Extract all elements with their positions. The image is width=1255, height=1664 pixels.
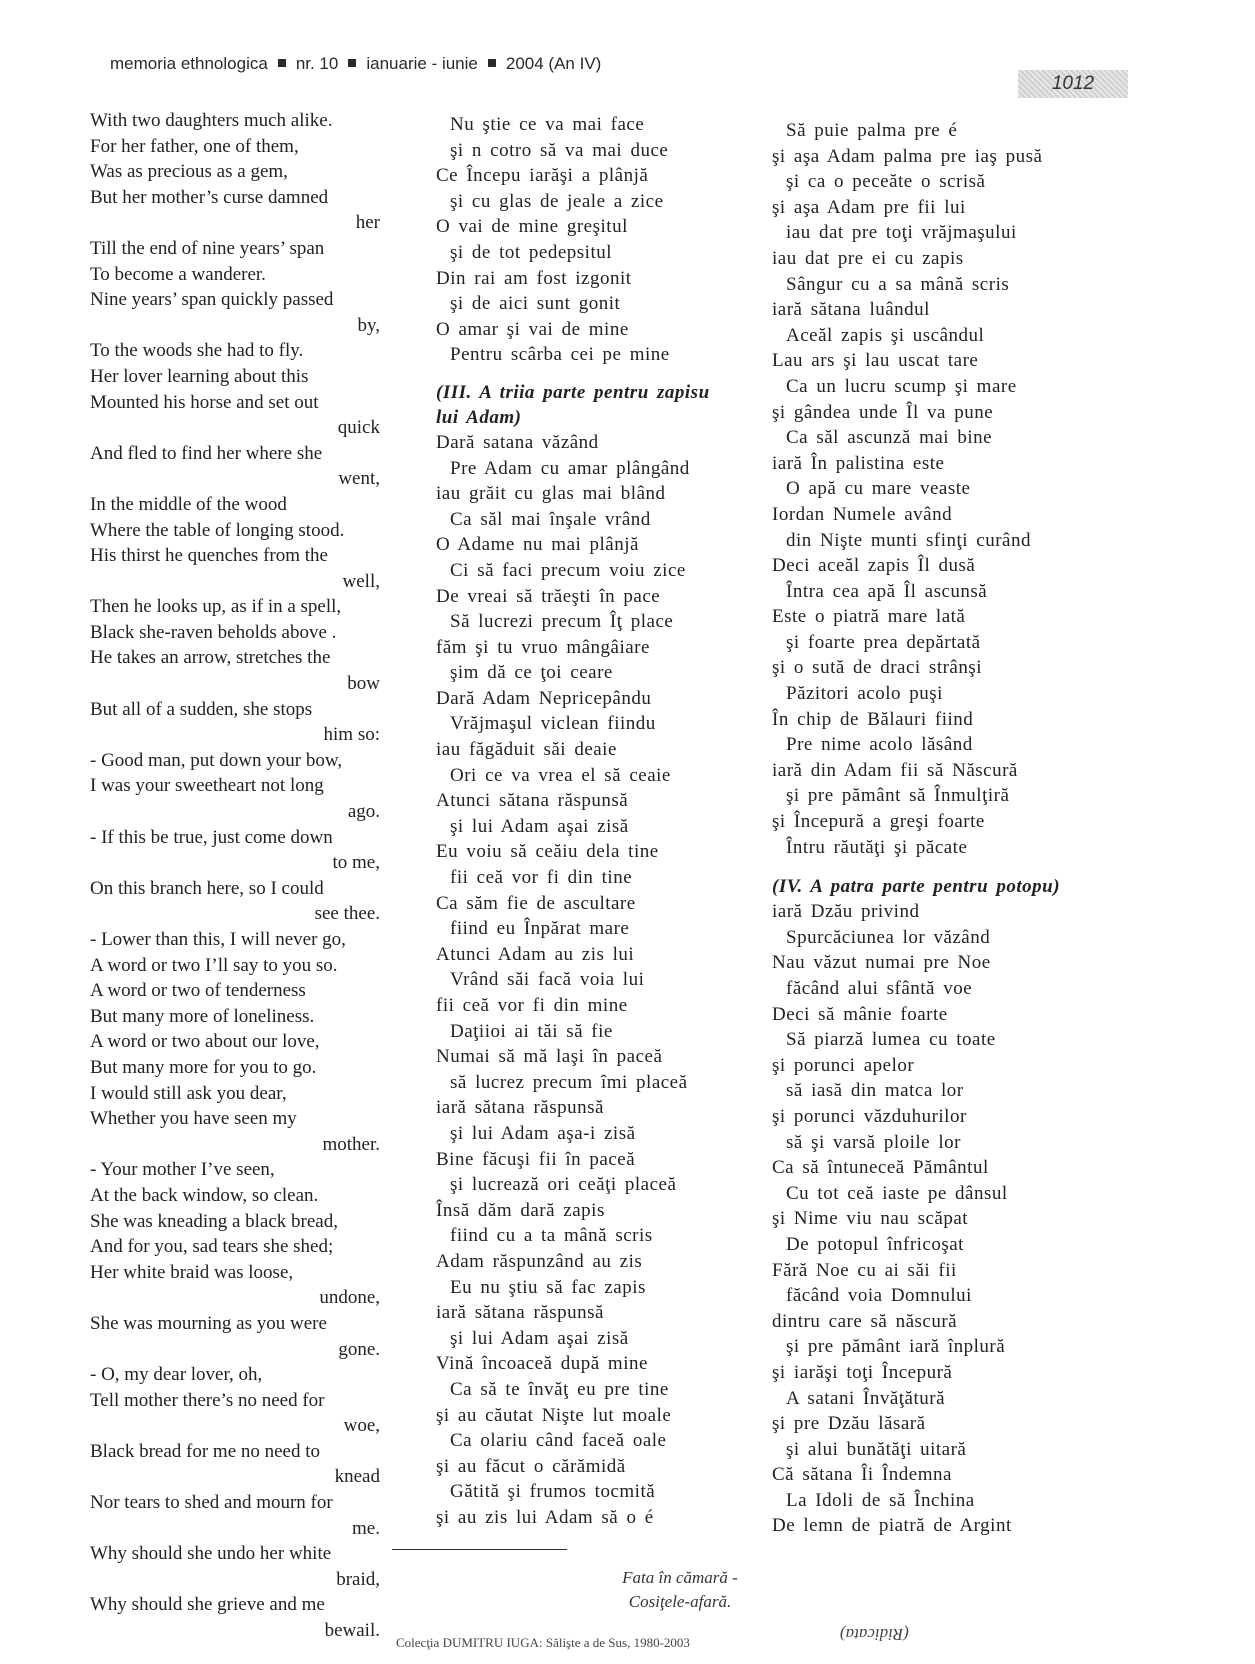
verse-line: But all of a sudden, she stops <box>90 698 313 720</box>
verse-line: Eu nu ştiu să fac zapis <box>450 1276 646 1298</box>
verse-line: Ca săl ascunză mai bine <box>786 427 993 449</box>
verse-block-part-two-ending <box>436 112 736 368</box>
verse-line: dintru care să născură <box>772 1310 958 1332</box>
verse-line: şi ca o peceăte o scrisă <box>786 171 986 193</box>
verse-line: Este o piatră mare lată <box>772 606 966 628</box>
verse-line: iară În palistina este <box>772 452 945 474</box>
footnote-caption <box>560 1566 800 1614</box>
verse-line: Aceăl zapis şi uscândul <box>786 324 985 346</box>
verse-line: In the middle of the wood <box>90 493 287 515</box>
running-header <box>110 54 601 74</box>
verse-line: şi aşa Adam palma pre iaş pusă <box>772 145 1043 167</box>
verse-line: Ca săm fie de ascultare <box>436 892 636 914</box>
verse-line: Bine făcuşi fii în paceă <box>436 1148 636 1170</box>
verse-line: O amar şi vai de mine <box>436 318 629 340</box>
issue-period: ianuarie - iunie <box>366 54 478 73</box>
verse-line: mother. <box>322 1133 380 1155</box>
verse-line: iau grăit cu glas mai blând <box>436 483 666 505</box>
verse-line: şim dă ce ţoi ceare <box>450 662 613 684</box>
verse-line: For her father, one of them, <box>90 135 299 157</box>
verse-line: Why should she undo her white <box>90 1543 332 1565</box>
separator-square-icon <box>488 59 496 67</box>
caption-line: Cosiţele-afară. <box>628 1592 732 1611</box>
verse-line: bewail. <box>324 1620 380 1642</box>
verse-line: A word or two about our love, <box>90 1031 320 1053</box>
verse-line: iară sătana răspunsă <box>436 1302 604 1324</box>
verse-line: şi alui bunătăţi uitară <box>786 1438 967 1460</box>
verse-line: Deci aceăl zapis Îl dusă <box>772 555 976 577</box>
verse-line: Vrăjmaşul viclean fiindu <box>450 713 656 735</box>
verse-line: Cu tot ceă iaste pe dânsul <box>786 1182 1008 1204</box>
verse-line: - Good man, put down your bow, <box>90 749 343 771</box>
verse-line: Nine years’ span quickly passed <box>90 289 334 311</box>
verse-line: Adam răspunzând au zis <box>436 1250 643 1272</box>
verse-line: şi porunci apelor <box>772 1054 915 1076</box>
verse-line: Nor tears to shed and mourn for <box>90 1492 333 1514</box>
verse-line: His thirst he quenches from the <box>90 545 328 567</box>
verse-line: şi foarte prea depărtată <box>786 631 981 653</box>
verse-line: De vreai să trăeşti în pace <box>436 585 661 607</box>
verse-line: şi aşa Adam pre fii lui <box>772 196 966 218</box>
verse-line: Din rai am fost izgonit <box>436 267 632 289</box>
verse-line: şi cu glas de jeale a zice <box>450 190 664 212</box>
verse-line: De lemn de piatră de Argint <box>772 1515 1012 1537</box>
verse-line: din Nişte munti sfinţi curând <box>786 529 1031 551</box>
verse-line: Ca un lucru scump şi mare <box>786 375 1017 397</box>
verse-block-part-three-ending <box>772 118 1132 860</box>
verse-line: iară din Adam fii să Născură <box>772 759 1018 781</box>
page-number: 1012 <box>1018 70 1128 98</box>
separator-square-icon <box>348 59 356 67</box>
verse-line: O vai de mine greşitul <box>436 216 628 238</box>
verse-line: şi o sută de draci strânşi <box>772 657 983 679</box>
verse-block-part-four <box>772 899 1132 1539</box>
verse-line: şi de aici sunt gonit <box>450 293 621 315</box>
collection-credit: Colecţia DUMITRU IUGA: Sălişte a de Sus, 1980-2003 <box>396 1635 690 1650</box>
verse-line: şi au făcut o cărămidă <box>436 1455 626 1477</box>
verse-line: şi iarăşi toţi Începură <box>772 1361 953 1383</box>
verse-line: Iordan Numele având <box>772 503 953 525</box>
verse-line: făm şi tu vruo mângâiare <box>436 636 650 658</box>
verse-line: gone. <box>338 1338 380 1360</box>
verse-line: Her lover learning about this <box>90 365 309 387</box>
verse-line: woe, <box>343 1415 380 1437</box>
verse-line: Tell mother there’s no need for <box>90 1389 325 1411</box>
verse-line: făcând alui sfântă voe <box>786 978 973 999</box>
verse-line: Pentru scârba cei pe mine <box>450 344 670 366</box>
verse-line: To become a wanderer. <box>90 263 266 285</box>
verse-line: şi pre pământ iară înplură <box>786 1336 1006 1358</box>
column-romanian-poem-middle <box>436 112 736 1530</box>
verse-line: And fled to find her where she <box>90 442 323 464</box>
verse-line: şi lui Adam aşai zisă <box>450 1327 629 1349</box>
verse-line: Ce Începu iarăşi a plânjă <box>436 165 649 187</box>
verse-line: Întra cea apă Îl ascunsă <box>786 580 988 602</box>
verse-line: Whether you have seen my <box>90 1108 297 1130</box>
verse-line: Dară satana văzând <box>436 431 599 453</box>
verse-line: me. <box>352 1517 380 1539</box>
verse-line: De potopul înfricoşat <box>786 1233 964 1255</box>
verse-line: şi de tot pedepsitul <box>450 241 613 263</box>
verse-line: Then he looks up, as if in a spell, <box>90 596 342 618</box>
verse-line: Pre Adam cu amar plângând <box>450 457 690 479</box>
verse-line: Ca olariu când faceă oale <box>450 1430 667 1452</box>
verse-line: see thee. <box>314 903 380 925</box>
section-heading-part-four: (IV. A patra parte pentru potopu) <box>772 876 1061 898</box>
verse-line: şi pre pământ să Înmulţiră <box>786 785 1010 807</box>
column-romanian-poem-right <box>772 118 1132 1539</box>
issue-number: nr. 10 <box>295 54 339 73</box>
verse-line: bow <box>347 673 380 695</box>
verse-line: Păzitori acolo puşi <box>786 683 943 705</box>
verse-line: quick <box>337 417 380 439</box>
verse-block-part-three <box>436 430 736 1531</box>
verse-line: Întru răutăţi şi păcate <box>786 836 968 858</box>
verse-line: him so: <box>323 724 380 746</box>
verse-line: to me, <box>332 852 380 874</box>
caption-line: Fata în cămară - <box>622 1568 738 1587</box>
verse-line: şi lui Adam aşa-i zisă <box>450 1122 636 1144</box>
verse-line: iau dat pre ei cu zapis <box>772 247 964 269</box>
verse-line: I was your sweetheart not long <box>90 775 324 797</box>
verse-line: But many more of loneliness. <box>90 1005 315 1027</box>
verse-line: iau făgăduit săi deaie <box>436 739 617 761</box>
verse-line: I would still ask you dear, <box>90 1082 287 1104</box>
verse-line: Dară Adam Nepricepându <box>436 687 652 709</box>
verse-line: A word or two of tenderness <box>90 980 306 1002</box>
verse-line: fiind cu a ta mână scris <box>450 1225 653 1247</box>
verse-line: şi pre Dzău lăsară <box>772 1413 926 1435</box>
verse-line: să şi varsă ploile lor <box>786 1131 961 1153</box>
verse-line: Mounted his horse and set out <box>90 391 319 413</box>
verse-line: şi Începură a greşi foarte <box>772 811 985 833</box>
verse-line: A satani Învăţătură <box>786 1387 946 1409</box>
verse-line: Atunci Adam au zis lui <box>436 943 635 965</box>
verse-line: by, <box>357 314 380 336</box>
verse-line: O Adame nu mai plânjă <box>436 534 639 556</box>
verse-line: ago. <box>347 801 380 823</box>
verse-line: Her white braid was loose, <box>90 1261 294 1283</box>
verse-line: Daţiioi ai tăi să fie <box>450 1020 613 1042</box>
verse-line: her <box>355 212 380 234</box>
verse-line: Să puie palma pre é <box>786 120 958 141</box>
verse-line: Lau ars şi lau uscat tare <box>772 350 979 372</box>
verse-line: Vrând săi facă voia lui <box>450 969 645 991</box>
verse-line: knead <box>334 1466 380 1488</box>
verse-line: braid, <box>336 1568 380 1590</box>
verse-line: But many more for you to go. <box>90 1056 317 1078</box>
verse-line: La Idoli de să Închina <box>786 1489 975 1511</box>
verse-line: Să lucrezi precum Îţ place <box>450 611 674 633</box>
verse-line: With two daughters much alike. <box>90 110 333 131</box>
verse-line: fiind eu Înpărat mare <box>450 918 630 940</box>
verse-line: - Lower than this, I will never go, <box>90 929 346 950</box>
verse-line: - O, my dear lover, oh, <box>90 1364 263 1386</box>
verse-line: să iasă din matca lor <box>786 1080 964 1102</box>
verse-line: Ci să faci precum voiu zice <box>450 559 686 581</box>
verse-line: iau dat pre toţi vrăjmaşului <box>786 222 1017 244</box>
verse-line: Ca săl mai înşale vrând <box>450 508 651 530</box>
verse-line: At the back window, so clean. <box>90 1184 319 1206</box>
section-heading-part-three: (III. A triia parte pentru zapisu lui Adam) <box>436 381 710 428</box>
verse-line: să lucrez precum îmi placeă <box>450 1071 688 1093</box>
verse-line: făcând voia Domnului <box>786 1285 972 1307</box>
verse-line: well, <box>342 570 380 592</box>
verse-line: fii ceă vor fi din tine <box>450 867 633 889</box>
verse-line: Să piarză lumea cu toate <box>786 1029 996 1051</box>
separator-square-icon <box>278 59 286 67</box>
verse-line: - Your mother I’ve seen, <box>90 1159 275 1181</box>
verse-line: Pre nime acolo lăsând <box>786 734 973 756</box>
verse-line: Gătită şi frumos tocmită <box>450 1481 656 1503</box>
verse-line: Where the table of longing stood. <box>90 519 345 541</box>
verse-line: Black she-raven beholds above . <box>90 621 337 643</box>
verse-line: Ca să întuneceă Pământul <box>772 1157 989 1179</box>
verse-line: went, <box>338 468 380 490</box>
footnote-divider <box>392 1549 567 1550</box>
verse-line: Black bread for me no need to <box>90 1440 321 1462</box>
verse-line: Till the end of nine years’ span <box>90 237 325 259</box>
verse-line: Was as precious as a gem, <box>90 161 288 183</box>
verse-line: Spurcăciunea lor văzând <box>786 926 991 948</box>
verse-line: şi Nime viu nau scăpat <box>772 1208 969 1230</box>
verse-line: Că sătana Îi Îndemna <box>772 1464 952 1486</box>
verse-line: He takes an arrow, stretches the <box>90 647 331 669</box>
verse-line: On this branch here, so I could <box>90 877 324 899</box>
verse-line: Why should she grieve and me <box>90 1594 325 1616</box>
verse-line: iară Dzău privind <box>772 901 920 923</box>
verse-line: şi au zis lui Adam să o é <box>436 1506 654 1528</box>
verse-line: She was mourning as you were <box>90 1312 327 1334</box>
verse-line: undone, <box>319 1287 380 1309</box>
verse-line: Eu voiu să ceăiu dela tine <box>436 841 659 863</box>
verse-line: She was kneading a black bread, <box>90 1210 338 1232</box>
verse-line: But her mother’s curse damned <box>90 186 329 208</box>
verse-line: şi n cotro să va mai duce <box>450 139 669 161</box>
verse-line: To the woods she had to fly. <box>90 340 304 362</box>
verse-line: A word or two I’ll say to you so. <box>90 954 338 976</box>
verse-line: iară sătana luândul <box>772 299 930 321</box>
verse-line: Vină încoaceă după mine <box>436 1353 648 1375</box>
verse-line: Deci să mânie foarte <box>772 1003 948 1025</box>
issue-year: 2004 (An IV) <box>505 54 602 73</box>
verse-line: Nau văzut numai pre Noe <box>772 952 991 974</box>
verse-line: Ca să te învăţ eu pre tine <box>450 1378 669 1400</box>
journal-title: memoria ethnologica <box>110 54 268 73</box>
verse-line: - If this be true, just come down <box>90 826 333 848</box>
verse-line: Atunci sătana răspunsă <box>436 790 629 812</box>
verse-line: şi lucrează ori ceăţi placeă <box>450 1174 677 1196</box>
verse-line: şi lui Adam aşai zisă <box>450 815 629 837</box>
verse-line: şi gândea unde Îl va pune <box>772 401 994 423</box>
verse-line: Însă dăm dară zapis <box>436 1199 605 1221</box>
column-english-poem <box>90 108 380 1644</box>
verse-line: Fără Noe cu ai săi fii <box>772 1259 957 1281</box>
verse-line: Numai să mă laşi în paceă <box>436 1046 663 1068</box>
verse-line: şi au căutat Nişte lut moale <box>436 1404 672 1426</box>
verse-line: În chip de Bălauri fiind <box>772 708 974 730</box>
verse-line: Sângur cu a sa mână scris <box>786 273 1010 295</box>
verse-line: iară sătana răspunsă <box>436 1097 604 1119</box>
verse-line: Ori ce va vrea el să ceaie <box>450 764 671 786</box>
verse-line: And for you, sad tears she shed; <box>90 1236 334 1258</box>
mirrored-bleed-text: (Ridicata) <box>840 1625 909 1644</box>
verse-line: O apă cu mare veaste <box>786 478 971 500</box>
verse-line: Nu ştie ce va mai face <box>450 114 645 135</box>
verse-line: fii ceă vor fi din mine <box>436 995 628 1016</box>
verse-line: şi porunci văzduhurilor <box>772 1105 967 1127</box>
